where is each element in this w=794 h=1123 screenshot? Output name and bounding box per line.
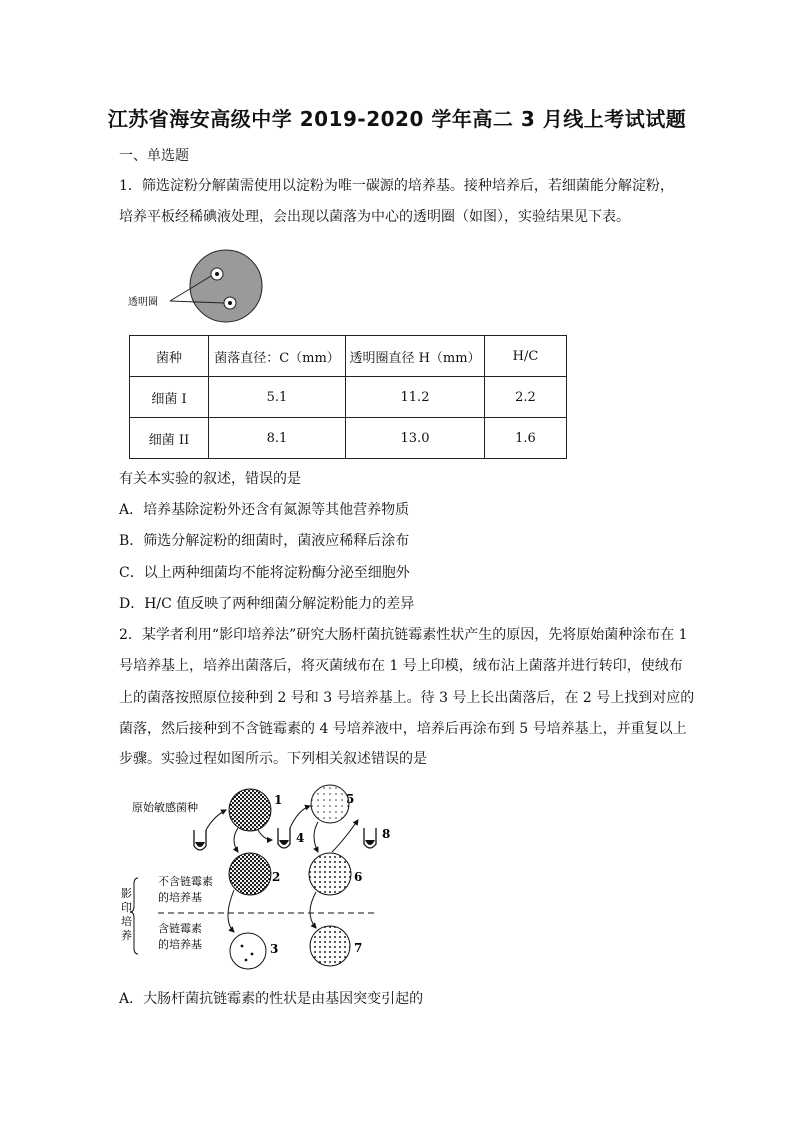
q2-text-line-5: 步骤。实验过程如图所示。下列相关叙述错误的是 <box>119 751 427 767</box>
q2-text-line-4: 菌落，然后接种到不含链霉素的 4 号培养液中，培养后再涂布到 5 号培养基上，并重复以上 <box>119 721 687 737</box>
table-row <box>130 418 567 459</box>
plate-number: 2 <box>272 870 281 884</box>
no-strep-label-1: 不含链霉素 <box>158 875 213 888</box>
side-label-char: 影 <box>121 887 132 900</box>
plate-number: 3 <box>270 942 279 956</box>
q2-text-line-3: 上的菌落按照原位接种到 2 号和 3 号培养基上。待 3 号上长出菌落后，在 2 号上找到对应的 <box>119 690 695 706</box>
q1-option-c: C．以上两种细菌均不能将淀粉酶分泌至细胞外 <box>119 565 410 581</box>
q1-stem: 有关本实验的叙述，错误的是 <box>119 471 301 487</box>
plate-number: 1 <box>274 793 283 807</box>
table-header: 菌落直径：C（mm） <box>209 336 346 377</box>
strep-label-1: 含链霉素 <box>158 922 202 935</box>
page-title: 江苏省海安高级中学 2019-2020 学年高二 3 月线上考试试题 <box>107 107 687 131</box>
plate-number: 5 <box>346 792 355 806</box>
table-header: 菌种 <box>130 336 209 377</box>
table-cell: 8.1 <box>209 418 346 459</box>
tube-number: 4 <box>296 831 305 845</box>
table-cell: 1.6 <box>485 418 567 459</box>
table-header: 透明圈直径 H（mm） <box>346 336 485 377</box>
table-header-row <box>130 336 567 377</box>
q1-option-a: A．培养基除淀粉外还含有氮源等其他营养物质 <box>119 502 410 518</box>
table-cell: 5.1 <box>209 377 346 418</box>
table-cell: 11.2 <box>346 377 485 418</box>
plate-number: 7 <box>354 941 363 955</box>
plate-number: 6 <box>354 870 363 884</box>
strep-label-2: 的培养基 <box>158 938 202 951</box>
table-cell: 细菌 II <box>130 418 209 459</box>
table-cell: 细菌 I <box>130 377 209 418</box>
clear-zone-label: 透明圈 <box>128 297 158 308</box>
side-label-char: 养 <box>121 929 132 942</box>
q1-option-b: B．筛选分解淀粉的细菌时，菌液应稀释后涂布 <box>119 533 410 549</box>
q1-text-line-2: 培养平板经稀碘液处理，会出现以菌落为中心的透明圈（如图），实验结果见下表。 <box>119 209 630 225</box>
table-row <box>130 377 567 418</box>
section-heading: 一、单选题 <box>119 148 189 164</box>
table-cell: 13.0 <box>346 418 485 459</box>
side-label-char: 培 <box>121 915 132 928</box>
results-table <box>129 335 567 459</box>
replica-plating-figure <box>118 780 398 980</box>
q1-text-line-1: 1．筛选淀粉分解菌需使用以淀粉为唯一碳源的培养基。接种培养后，若细菌能分解淀粉， <box>119 178 674 194</box>
q2-text-line-2: 号培养基上，培养出菌落后，将灭菌绒布在 1 号上印模，绒布沾上菌落并进行转印，使绒布 <box>119 658 683 674</box>
q2-option-a: A．大肠杆菌抗链霉素的性状是由基因突变引起的 <box>119 991 424 1007</box>
tube-number: 8 <box>382 827 391 841</box>
table-cell: 2.2 <box>485 377 567 418</box>
original-strain-label: 原始敏感菌种 <box>132 801 198 814</box>
clear-zone-figure <box>120 246 280 326</box>
q2-text-line-1: 2．某学者利用“影印培养法”研究大肠杆菌抗链霉素性状产生的原因，先将原始菌种涂布在 1 <box>119 627 688 643</box>
table-header: H/C <box>485 336 567 377</box>
no-strep-label-2: 的培养基 <box>158 891 202 904</box>
q1-option-d: D．H/C 值反映了两种细菌分解淀粉能力的差异 <box>119 596 415 612</box>
side-label-char: 印 <box>121 901 132 914</box>
